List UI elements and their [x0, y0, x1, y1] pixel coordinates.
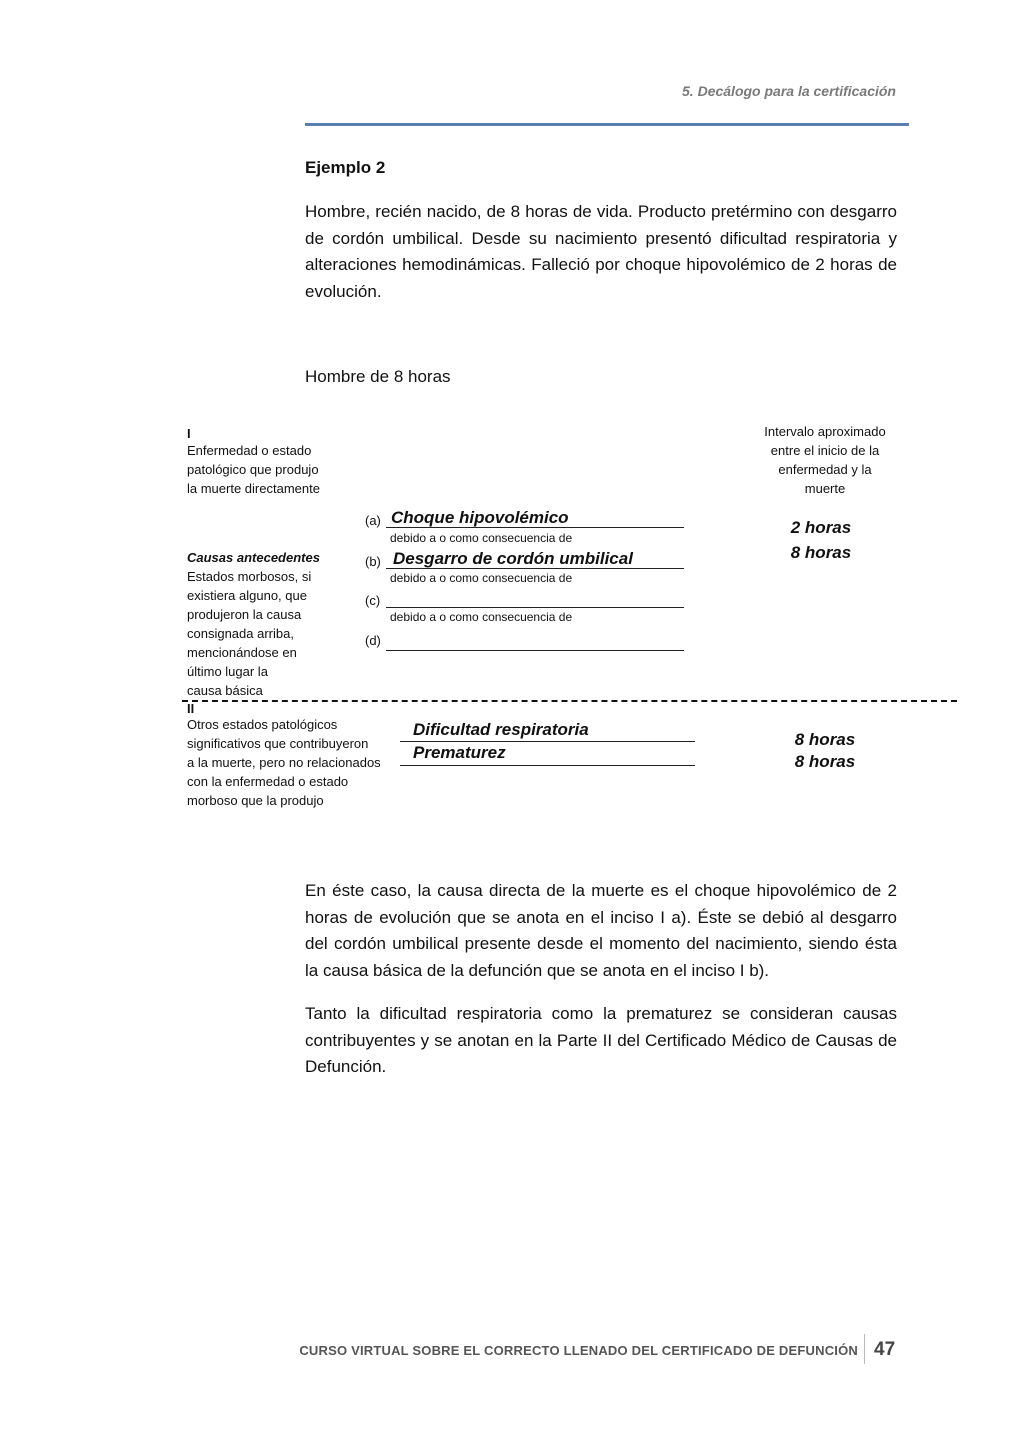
part1-label: Enfermedad o estado patológico que produjo la muerte directamente: [187, 443, 320, 496]
explanation-paragraph-1: En éste caso, la causa directa de la muerte es el choque hipovolémico de 2 horas de evolución que se anota en el inciso I a). Éste se debió al desgarro del cordón umbilical presente desde el momento del nacimiento, siendo ésta la causa básica de la defunción que se anota en el inciso I b).: [305, 881, 897, 980]
part2-numeral: II: [187, 701, 195, 716]
part-separator: [182, 700, 957, 702]
row-letter-d: (d): [365, 633, 381, 648]
example-subtitle: Hombre de 8 horas: [305, 367, 451, 386]
header-rule: [305, 123, 909, 126]
cause-a-line: [386, 527, 684, 528]
other-line-1: [400, 741, 695, 742]
example-description: Hombre, recién nacido, de 8 horas de vida. Producto pretérmino con desgarro de cordón umbilical. Desde su nacimiento presentó dificultad respiratoria y alteraciones hemodinámicas. Falleció por choque hipovolémico de 2 horas de evolución.: [305, 202, 897, 301]
cause-b: Desgarro de cordón umbilical: [393, 549, 633, 568]
consequence-text-b: debido a o como consecuencia de: [390, 571, 573, 585]
footer-divider: [864, 1334, 865, 1364]
interval-a: 2 horas: [790, 518, 852, 537]
footer-course-title: CURSO VIRTUAL SOBRE EL CORRECTO LLENADO DEL CERTIFICADO DE DEFUNCIÓN: [299, 1343, 858, 1358]
antecedent-label: Estados morbosos, si existiera alguno, que produjeron la causa consignada arriba, mencionándose en último lugar la causa básica: [187, 569, 312, 698]
other-interval-1: 8 horas: [794, 730, 856, 749]
interval-header: Intervalo aproximado entre el inicio de la enfermedad y la muerte: [764, 424, 886, 496]
row-letter-b: (b): [365, 554, 381, 569]
cause-b-line: [386, 568, 684, 569]
cause-a: Choque hipovolémico: [391, 508, 569, 527]
example-title: Ejemplo 2: [305, 158, 386, 177]
consequence-text-a: debido a o como consecuencia de: [390, 531, 573, 545]
other-line-2: [400, 765, 695, 766]
other-condition-1: Dificultad respiratoria: [413, 720, 589, 739]
antecedent-title: Causas antecedentes: [187, 550, 320, 565]
other-condition-2: Prematurez: [413, 743, 506, 762]
page-number: 47: [874, 1339, 896, 1360]
row-letter-c: (c): [365, 593, 381, 608]
part1-numeral: I: [187, 426, 191, 441]
row-letter-a: (a): [365, 513, 381, 528]
cause-c-line: [386, 607, 684, 608]
explanation-paragraph-2: Tanto la dificultad respiratoria como la prematurez se consideran causas contribuyentes y se anotan en la Parte II del Certificado Médico de Causas de Defunción.: [305, 1004, 897, 1076]
interval-b: 8 horas: [790, 543, 852, 562]
cause-d-line: [386, 650, 684, 651]
other-interval-2: 8 horas: [794, 752, 856, 771]
part2-label: Otros estados patológicos significativos que contribuyeron a la muerte, pero no relacionados con la enfermedad o estado morboso que la produjo: [187, 717, 381, 808]
consequence-text-c: debido a o como consecuencia de: [390, 610, 573, 624]
running-header: 5. Decálogo para la certificación: [682, 83, 896, 99]
